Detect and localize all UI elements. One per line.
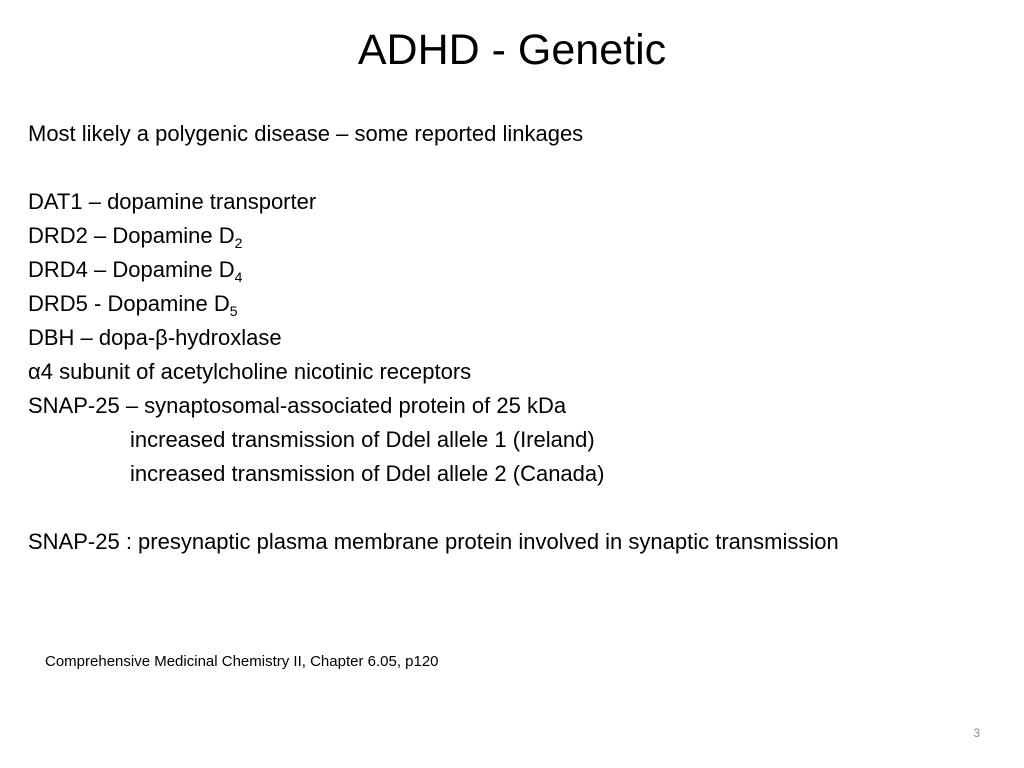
- gene-item-snap25: [28, 389, 1008, 423]
- snap25-note: SNAP-25 : presynaptic plasma membrane protein involved in synaptic transmission: [28, 529, 839, 554]
- gene-label: SNAP-25 – synaptosomal-associated protein of 25 kDa: [28, 393, 567, 418]
- gene-label: DRD5 - Dopamine D: [28, 291, 230, 316]
- snap25-detail-ireland: increased transmission of Ddel allele 1 (Ireland): [130, 427, 595, 452]
- gene-label: DBH – dopa-β-hydroxlase: [28, 325, 282, 350]
- snap25-detail-canada: increased transmission of Ddel allele 2 (Canada): [130, 461, 605, 486]
- gene-subscript: 4: [234, 269, 243, 285]
- gene-item-drd2: [28, 219, 1008, 253]
- slide-title: ADHD - Genetic: [357, 26, 667, 74]
- gene-item-drd4: [28, 253, 1008, 287]
- slide-body: [28, 117, 1008, 559]
- gene-item-dbh: [28, 321, 1008, 355]
- gene-subscript: 2: [234, 235, 243, 251]
- page-number: 3: [973, 726, 980, 740]
- gene-item-drd5: [28, 287, 1008, 321]
- gene-item-dat1: [28, 185, 1008, 219]
- gene-label: DAT1 – dopamine transporter: [28, 189, 317, 214]
- gene-subscript: 5: [229, 303, 238, 319]
- intro-text: Most likely a polygenic disease – some reported linkages: [28, 121, 584, 146]
- gene-item-alpha4: [28, 355, 1008, 389]
- gene-label: DRD4 – Dopamine D: [28, 257, 235, 282]
- spacer: [28, 151, 1008, 185]
- citation: Comprehensive Medicinal Chemistry II, Chapter 6.05, p120: [45, 653, 439, 670]
- spacer: [28, 491, 1008, 525]
- gene-label: DRD2 – Dopamine D: [28, 223, 235, 248]
- gene-label: α4 subunit of acetylcholine nicotinic receptors: [28, 359, 472, 384]
